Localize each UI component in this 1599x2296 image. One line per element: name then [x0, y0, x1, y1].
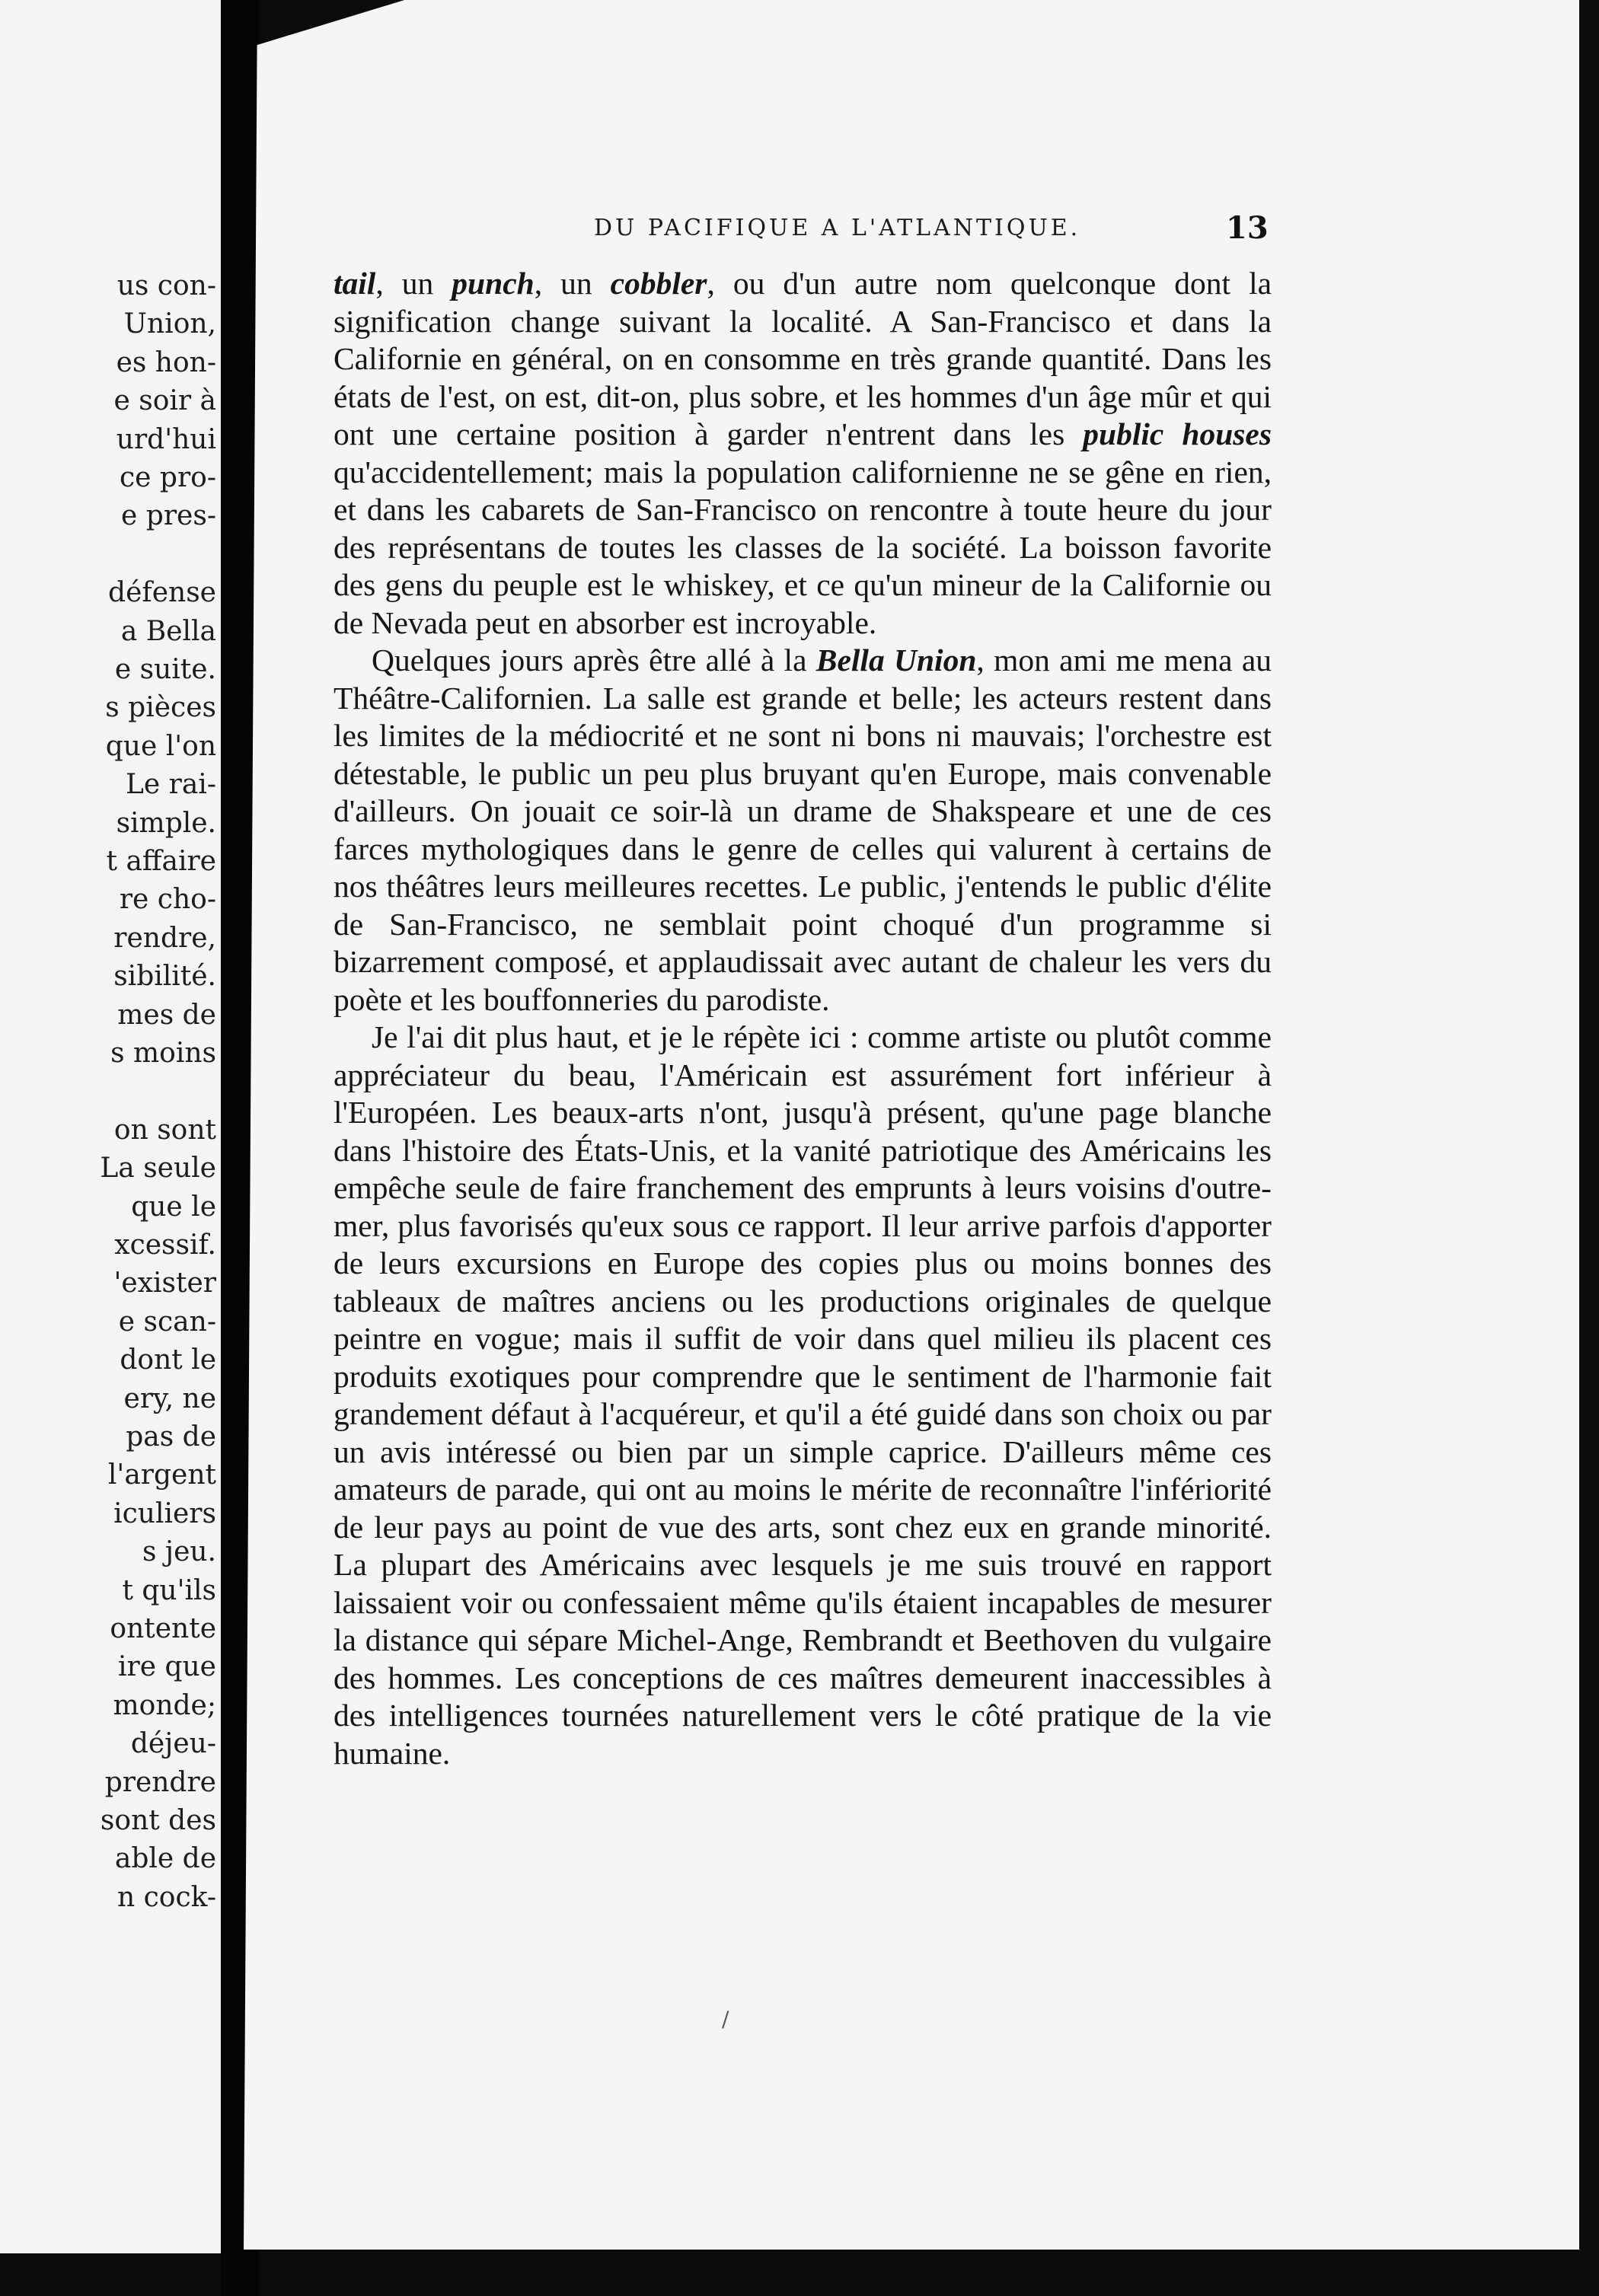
italic-term: cobbler — [610, 266, 707, 301]
previous-page-line: us con- — [116, 270, 216, 301]
previous-page-line: Le rai- — [125, 769, 216, 801]
text-run: , ou d'un autre nom quelconque dont la signification change suivant la localité. A San-Francisco et dans la Californie en général, on en consomme en très grande quantité. Dans les états de l'est, on est, dit-on, plus sobre, et les hommes d'un âge mûr et qui ont une certaine position à garder n'entrent dans les — [334, 266, 1272, 451]
previous-page-line: monde; — [113, 1689, 216, 1721]
italic-term: punch — [452, 266, 535, 301]
previous-page-line: que l'on — [105, 730, 216, 762]
previous-page-line: l'argent — [107, 1459, 216, 1491]
previous-page-line: ire que — [117, 1651, 216, 1683]
text-run: , un — [534, 266, 611, 301]
paragraph — [334, 1019, 1272, 1772]
previous-page-line: t affaire — [106, 846, 216, 877]
italic-term: Bella Union — [815, 643, 977, 678]
previous-page-line: ery, ne — [123, 1382, 216, 1414]
previous-page — [0, 0, 221, 2253]
page-number: 13 — [1226, 210, 1269, 246]
previous-page-line: n cock- — [117, 1881, 216, 1913]
text-run: , un — [375, 266, 452, 301]
text-run: Quelques jours après être allé à la — [372, 643, 816, 678]
stray-mark: / — [722, 2007, 729, 2032]
text-run: qu'accidentellement; mais la population californienne ne se gêne en rien, et dans les cabarets de San-Francisco on rencontre à toute heure du jour des représentans de toutes les classes de la société. La boisson favorite des gens du peuple est le whiskey, et ce qu'un mineur de la Californie ou de Nevada peut en absorber est incroyable. — [334, 454, 1272, 640]
previous-page-line: t qu'ils — [122, 1574, 216, 1606]
previous-page-line: prendre — [104, 1766, 216, 1798]
previous-page-line: re cho- — [119, 884, 216, 916]
previous-page-line: e pres- — [121, 500, 216, 532]
previous-page-line: sont des — [100, 1805, 216, 1836]
previous-page-line: s jeu. — [142, 1536, 216, 1568]
previous-page-line: xcessif. — [114, 1229, 216, 1261]
previous-page-line: que le — [131, 1191, 216, 1223]
previous-page-line: es hon- — [116, 346, 216, 378]
previous-page-line: Union, — [123, 308, 216, 340]
previous-page-line: dont le — [120, 1344, 216, 1376]
previous-page-line: pas de — [126, 1421, 216, 1453]
previous-page-line: s pièces — [105, 692, 216, 724]
page-edge — [1579, 0, 1599, 2296]
previous-page-line: simple. — [116, 807, 216, 839]
text-run: Je l'ai dit plus haut, et je le répète ici : comme artiste ou plutôt comme appréciateur du beau, l'Américain est assurément fort inférieur à l'Européen. Les beaux-arts n'ont, jusqu'à présent, qu'une page blanche dans l'histoire des États-Unis, et la vanité patriotique des Américains les empêche seule de faire franchement des emprunts à leurs voisins d'outre-mer, plus favorisés qu'eux sous ce rapport. Il leur arrive parfois d'apporter de leurs excursions en Europe des copies plus ou moins bonnes des tableaux de maîtres anciens ou les productions originales de quelque peintre en vogue; mais il suffit de voir dans quel milieu ils placent ces produits exotiques pour comprendre que le sentiment de l'harmonie fait grandement défaut à l'acquéreur, et qu'il a été guidé dans son choix ou par un avis intéressé ou bien par un simple caprice. D'ailleurs même ces amateurs de parade, qui ont au moins le mérite de reconnaître l'infériorité de leur pays au point de vue des arts, sont chez eux en grande minorité. La plupart des Américains avec lesquels je me suis trouvé en rapport laissaient voir ou confessaient même qu'ils étaient incapables de mesurer la distance qui sépare Michel-Ange, Rembrandt et Beethoven du vulgaire des hommes. Les conceptions de ces maîtres demeurent inaccessibles à des intelligences tournées naturellement vers le côté pratique de la vie humaine. — [334, 1019, 1272, 1771]
previous-page-line: iculiers — [113, 1497, 216, 1529]
previous-page-line: able de — [114, 1843, 216, 1875]
previous-page-line: a Bella — [120, 615, 216, 647]
paragraph — [334, 642, 1272, 1019]
paragraph — [334, 265, 1272, 642]
previous-page-line: 'exister — [113, 1268, 216, 1299]
previous-page-line: e suite. — [114, 654, 216, 685]
previous-page-line: on sont — [113, 1114, 216, 1146]
previous-page-line: défense — [108, 577, 216, 609]
previous-page-line: s moins — [110, 1038, 216, 1069]
previous-page-line: ce pro- — [119, 462, 216, 493]
italic-term: public houses — [1083, 416, 1272, 451]
previous-page-line: mes de — [117, 999, 216, 1031]
body-text — [334, 265, 1272, 1772]
previous-page-line: rendre, — [113, 922, 216, 954]
previous-page-line: La seule — [100, 1153, 216, 1185]
previous-page-line: e soir à — [113, 385, 216, 417]
previous-page-line: ontente — [110, 1613, 216, 1644]
previous-page-line: déjeu- — [130, 1728, 216, 1760]
previous-page-line: e scan- — [118, 1306, 216, 1338]
italic-term: tail — [334, 266, 376, 301]
previous-page-line: sibilité. — [113, 961, 216, 993]
previous-page-line: urd'hui — [116, 423, 216, 455]
running-header: DU PACIFIQUE A L'ATLANTIQUE. — [594, 215, 1081, 241]
text-run: , mon ami me mena au Théâtre-Californien. La salle est grande et belle; les acteurs restent dans les limites de la médiocrité et ne sont ni bons ni mauvais; l'orchestre est détestable, le public un peu plus bruyant qu'en Europe, mais convenable d'ailleurs. On jouait ce soir-là un drame de Shakspeare et une de ces farces mythologiques dans le genre de celles qui valurent à certains de nos théâtres leurs meilleures recettes. Le public, j'entends le public d'élite de San-Francisco, ne semblait point choqué d'un programme si bizarrement composé, et applaudissait avec autant de chaleur les vers du poète et les bouffonneries du parodiste. — [334, 643, 1272, 1017]
